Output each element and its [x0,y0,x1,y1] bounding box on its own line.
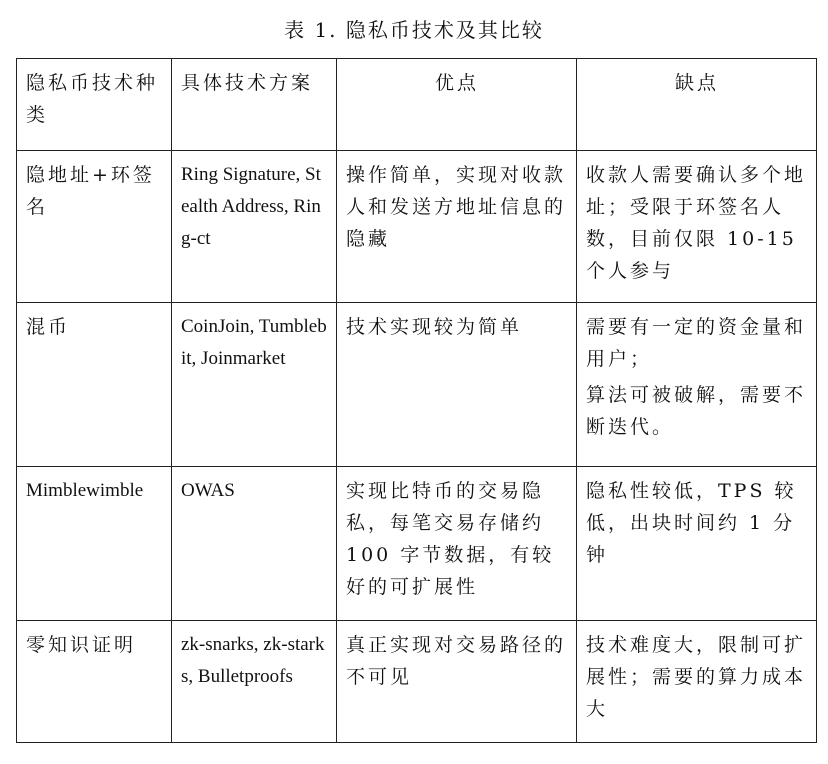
cell-scheme: zk-snarks, zk-starks, Bulletproofs [172,621,337,743]
cons-paragraph: 技术难度大，限制可扩展性；需要的算力成本大 [586,634,807,720]
cell-pros: 实现比特币的交易隐私，每笔交易存储约 100 字节数据，有较好的可扩展性 [337,467,577,621]
cell-cons [577,621,817,743]
cons-paragraph: 算法可被破解，需要不断迭代。 [586,384,807,438]
cons-paragraph: 需要有一定的资金量和用户； [586,316,807,370]
comparison-table [16,58,817,743]
cell-type: 隐地址+环签名 [17,151,172,303]
table-header-row [17,59,817,151]
header-cons: 缺点 [577,59,817,151]
cell-pros: 真正实现对交易路径的不可见 [337,621,577,743]
cell-scheme: Ring Signature, Stealth Address, Ring-ct [172,151,337,303]
table-row [17,621,817,743]
cell-pros: 操作简单，实现对收款人和发送方地址信息的隐藏 [337,151,577,303]
cons-paragraph: 隐私性较低，TPS 较低，出块时间约 1 分钟 [586,480,797,566]
cell-scheme: OWAS [172,467,337,621]
cell-type: 混币 [17,303,172,467]
header-type: 隐私币技术种类 [17,59,172,151]
cell-cons [577,151,817,303]
cell-cons [577,303,817,467]
cell-type: 零知识证明 [17,621,172,743]
table-row [17,303,817,467]
header-pros: 优点 [337,59,577,151]
cell-type: Mimblewimble [17,467,172,621]
cell-scheme: CoinJoin, Tumblebit, Joinmarket [172,303,337,467]
cell-pros: 技术实现较为简单 [337,303,577,467]
table-caption: 表 1. 隐私币技术及其比较 [284,18,544,42]
header-scheme: 具体技术方案 [172,59,337,151]
table-row [17,467,817,621]
cell-cons [577,467,817,621]
table-row [17,151,817,303]
cons-paragraph: 收款人需要确认多个地址；受限于环签名人数，目前仅限 10-15 个人参与 [586,164,807,282]
